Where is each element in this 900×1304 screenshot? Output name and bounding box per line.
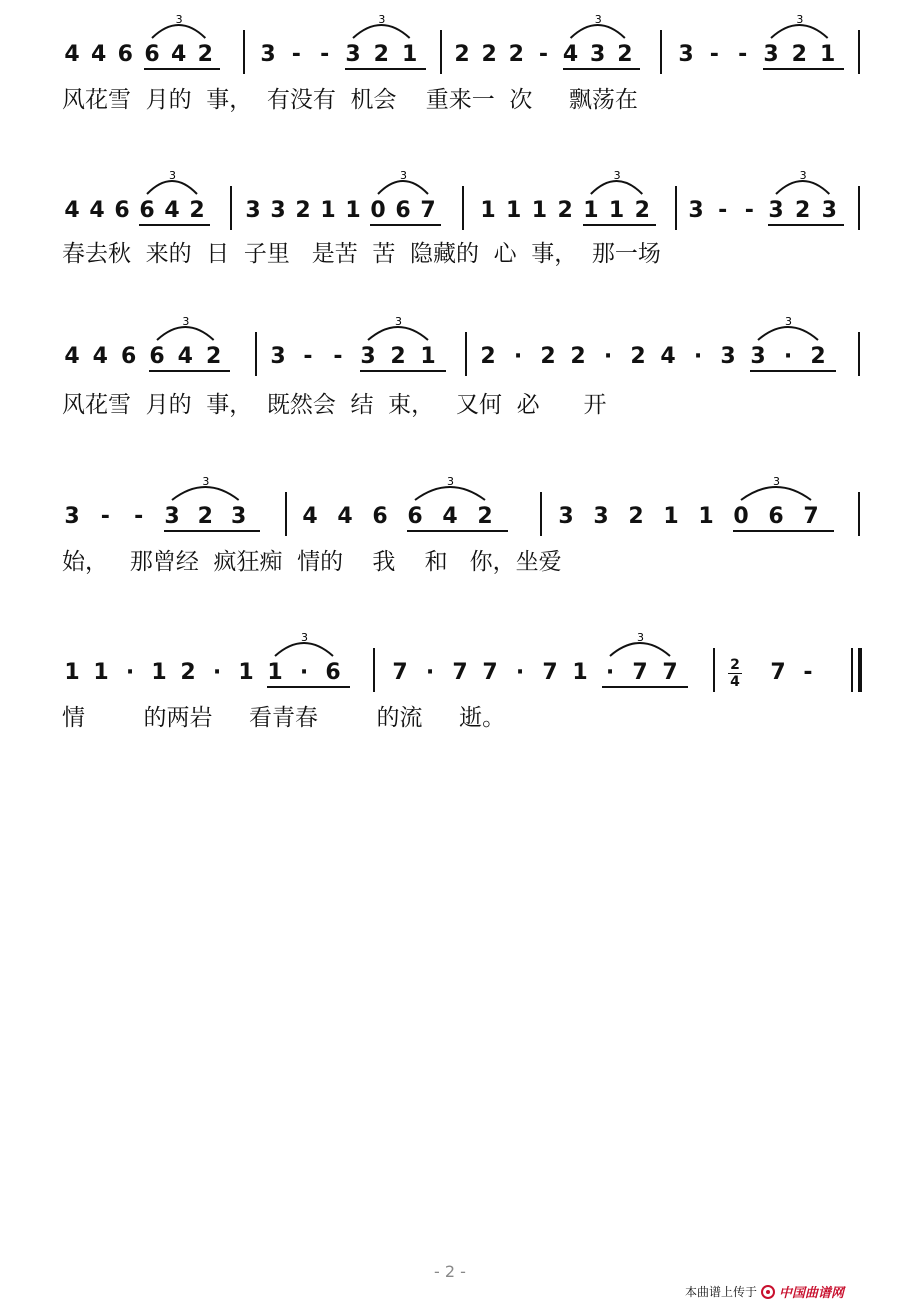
note: 0 xyxy=(733,504,749,529)
notes-row-4 xyxy=(0,470,900,560)
beam-underline xyxy=(267,686,350,688)
bar-line xyxy=(540,492,542,536)
lyrics-line-1: 风花雪 月的 事， 有没有 机会 重来一 次 飘荡在 xyxy=(62,87,638,113)
note: 6 xyxy=(121,344,137,369)
note: 4 xyxy=(89,198,105,223)
note: 6 xyxy=(139,198,155,223)
dot-note: · xyxy=(125,660,135,685)
note: 2 xyxy=(540,344,556,369)
bar-line xyxy=(462,186,464,230)
bar-line xyxy=(858,30,860,74)
note: 2 xyxy=(791,42,807,67)
note: 6 xyxy=(325,660,341,685)
note: 6 xyxy=(768,504,784,529)
beam-underline xyxy=(602,686,688,688)
slur-arc xyxy=(771,25,828,38)
note: 1 xyxy=(506,198,522,223)
bar-line xyxy=(230,186,232,230)
time-signature-bottom: 4 xyxy=(730,674,740,690)
bar-line xyxy=(285,492,287,536)
slur-arc xyxy=(591,181,642,194)
note: 3 xyxy=(678,42,694,67)
slur-arc xyxy=(152,25,205,38)
note: 3 xyxy=(231,504,247,529)
note: 3 xyxy=(164,504,180,529)
beam-underline xyxy=(370,224,441,226)
note: 3 xyxy=(763,42,779,67)
beam-underline xyxy=(768,224,844,226)
beam-underline xyxy=(164,530,260,532)
note: 2 xyxy=(454,42,470,67)
note: 7 xyxy=(770,660,786,685)
triplet-mark: 3 xyxy=(594,13,602,26)
note: 7 xyxy=(392,660,408,685)
bar-line xyxy=(465,332,467,376)
note: 4 xyxy=(171,42,187,67)
note: 2 xyxy=(810,344,826,369)
note: 3 xyxy=(270,198,286,223)
note: 1 xyxy=(267,660,283,685)
time-signature-top: 2 xyxy=(730,657,740,673)
note: 1 xyxy=(402,42,418,67)
slur-arc xyxy=(741,487,811,500)
note: 2 xyxy=(630,344,646,369)
note: 6 xyxy=(407,504,423,529)
note: 1 xyxy=(583,198,599,223)
note: 4 xyxy=(64,344,80,369)
triplet-mark: 3 xyxy=(785,315,792,328)
dot-note: · xyxy=(513,344,523,369)
note: 3 xyxy=(270,344,286,369)
note: 6 xyxy=(144,42,160,67)
note: 4 xyxy=(562,42,579,67)
triplet-mark: 3 xyxy=(182,315,190,328)
page-number: - 2 - xyxy=(434,1262,466,1281)
note: 2 xyxy=(617,42,633,67)
site-name: 中国曲谱网 xyxy=(778,1286,844,1301)
note: 4 xyxy=(64,198,80,223)
beam-underline xyxy=(563,68,640,70)
note: 3 xyxy=(821,198,837,223)
note: 3 xyxy=(590,42,606,67)
upload-credit xyxy=(685,1282,844,1301)
note: 3 xyxy=(360,344,376,369)
note: 0 xyxy=(370,198,386,223)
dash-note: - xyxy=(538,42,548,67)
note: 2 xyxy=(206,344,222,369)
note: 4 xyxy=(302,504,318,529)
triplet-mark: 3 xyxy=(637,631,644,644)
slur-arc xyxy=(275,643,333,656)
note: 2 xyxy=(508,42,524,67)
note: 7 xyxy=(482,660,498,685)
beam-underline xyxy=(407,530,508,532)
beam-underline xyxy=(733,530,834,532)
note: 4 xyxy=(91,42,107,67)
note: 1 xyxy=(608,198,625,223)
note: 2 xyxy=(628,504,644,529)
note: 1 xyxy=(480,198,496,223)
slur-arc xyxy=(172,487,239,500)
dash-note: - xyxy=(100,504,110,529)
slur-arc xyxy=(378,181,428,194)
note: 2 xyxy=(373,42,389,67)
note: 2 xyxy=(197,504,213,529)
triplet-mark: 3 xyxy=(202,475,210,488)
slur-arc xyxy=(571,25,625,38)
note: 3 xyxy=(720,344,736,369)
bar-line xyxy=(858,186,860,230)
note: 7 xyxy=(542,660,558,685)
dash-note: - xyxy=(303,344,313,369)
beam-underline xyxy=(763,68,844,70)
note: 6 xyxy=(395,198,411,223)
time-signature xyxy=(728,658,742,689)
triplet-mark: 3 xyxy=(175,13,183,26)
beam-underline xyxy=(345,68,426,70)
triplet-mark: 3 xyxy=(400,169,407,182)
triplet-mark: 3 xyxy=(773,475,780,488)
lyrics-line-5: 情 的两岩 看青春 的流 逝。 xyxy=(62,705,506,731)
dash-note: - xyxy=(320,42,330,67)
beam-underline xyxy=(583,224,656,226)
note: 1 xyxy=(64,660,80,685)
triplet-mark: 3 xyxy=(301,631,308,644)
note: 3 xyxy=(688,198,704,223)
bar-line xyxy=(858,648,862,692)
dot-note: · xyxy=(693,344,703,369)
note: 1 xyxy=(663,504,679,529)
notes-row-2 xyxy=(0,150,900,240)
note: 3 xyxy=(345,42,361,67)
note: 2 xyxy=(189,198,205,223)
slur-arc xyxy=(610,643,670,656)
slur-arc xyxy=(368,327,428,340)
note: 6 xyxy=(372,504,388,529)
note: 1 xyxy=(420,344,436,369)
slur-layer xyxy=(0,150,900,240)
note: 4 xyxy=(442,504,458,529)
triplet-mark: 3 xyxy=(378,13,386,26)
slur-arc xyxy=(758,327,818,340)
note: 1 xyxy=(698,504,714,529)
final-bar-line xyxy=(851,648,853,692)
triplet-mark: 3 xyxy=(395,315,402,328)
dash-note: - xyxy=(744,198,754,223)
note: 7 xyxy=(803,504,819,529)
note: 3 xyxy=(260,42,276,67)
note: 4 xyxy=(164,198,180,223)
triplet-mark: 3 xyxy=(796,13,804,26)
dash-note: - xyxy=(709,42,719,67)
note: 4 xyxy=(177,344,193,369)
triplet-mark: 3 xyxy=(613,169,621,182)
notes-row-1 xyxy=(0,0,900,90)
note: 2 xyxy=(197,42,213,67)
bar-line xyxy=(255,332,257,376)
bar-line xyxy=(660,30,662,74)
dot-note: · xyxy=(299,660,309,685)
note: 6 xyxy=(114,198,130,223)
bar-line xyxy=(373,648,375,692)
note: 3 xyxy=(750,344,766,369)
note: 3 xyxy=(64,504,80,529)
slur-arc xyxy=(157,327,214,340)
lyrics-line-2: 春去秋 来的 日 子里 是苦 苦 隐藏的 心 事， 那一场 xyxy=(62,241,661,267)
dash-note: - xyxy=(333,344,343,369)
dot-note: · xyxy=(605,660,615,685)
note: 1 xyxy=(820,42,836,67)
note: 2 xyxy=(795,198,811,223)
slur-arc xyxy=(147,181,197,194)
note: 2 xyxy=(390,344,406,369)
note: 1 xyxy=(531,198,548,223)
note: 1 xyxy=(238,660,254,685)
dash-note: - xyxy=(291,42,301,67)
note: 4 xyxy=(660,344,676,369)
bar-line xyxy=(858,332,860,376)
note: 3 xyxy=(768,198,784,223)
dot-note: · xyxy=(783,344,793,369)
dot-note: · xyxy=(212,660,222,685)
triplet-mark: 3 xyxy=(447,475,454,488)
note: 1 xyxy=(320,198,336,223)
note: 1 xyxy=(151,660,167,685)
site-logo-icon xyxy=(761,1285,775,1299)
dash-note: - xyxy=(134,504,144,529)
note: 3 xyxy=(245,198,261,223)
note: 2 xyxy=(477,504,493,529)
note: 1 xyxy=(572,660,588,685)
note: 2 xyxy=(480,344,496,369)
note: 1 xyxy=(93,660,109,685)
note: 2 xyxy=(180,660,196,685)
beam-underline xyxy=(139,224,210,226)
dash-note: - xyxy=(738,42,748,67)
bar-line xyxy=(713,648,715,692)
notes-row-3 xyxy=(0,305,900,395)
note: 7 xyxy=(420,198,436,223)
note: 4 xyxy=(92,344,108,369)
slur-arc xyxy=(415,487,485,500)
note: 7 xyxy=(452,660,468,685)
bar-line xyxy=(675,186,677,230)
upload-text: 本曲谱上传于 xyxy=(684,1285,757,1299)
note: 3 xyxy=(593,504,609,529)
note: 2 xyxy=(634,198,650,223)
note: 6 xyxy=(117,42,133,67)
note: 1 xyxy=(345,198,361,223)
lyrics-line-4: 始， 那曾经 疯狂痴 情的 我 和 你，坐爱 xyxy=(62,549,562,575)
beam-underline xyxy=(360,370,446,372)
bar-line xyxy=(243,30,245,74)
slur-arc xyxy=(353,25,410,38)
lyrics-line-3: 风花雪 月的 事， 既然会 结 束， 又何 必 开 xyxy=(62,392,607,418)
note: 2 xyxy=(481,42,497,67)
slur-arc xyxy=(776,181,829,194)
dot-note: · xyxy=(515,660,525,685)
dash-note: - xyxy=(803,660,813,685)
note: 7 xyxy=(632,660,648,685)
beam-underline xyxy=(144,68,220,70)
note: 6 xyxy=(149,344,165,369)
note: 3 xyxy=(558,504,574,529)
beam-underline xyxy=(750,370,836,372)
note: 2 xyxy=(570,344,586,369)
dot-note: · xyxy=(425,660,435,685)
beam-underline xyxy=(149,370,230,372)
triplet-mark: 3 xyxy=(799,169,807,182)
note: 4 xyxy=(64,42,80,67)
note: 7 xyxy=(662,660,678,685)
dot-note: · xyxy=(603,344,613,369)
dash-note: - xyxy=(718,198,728,223)
note: 2 xyxy=(557,198,573,223)
note: 4 xyxy=(337,504,353,529)
note: 2 xyxy=(295,198,311,223)
triplet-mark: 3 xyxy=(169,169,176,182)
bar-line xyxy=(440,30,442,74)
bar-line xyxy=(858,492,860,536)
